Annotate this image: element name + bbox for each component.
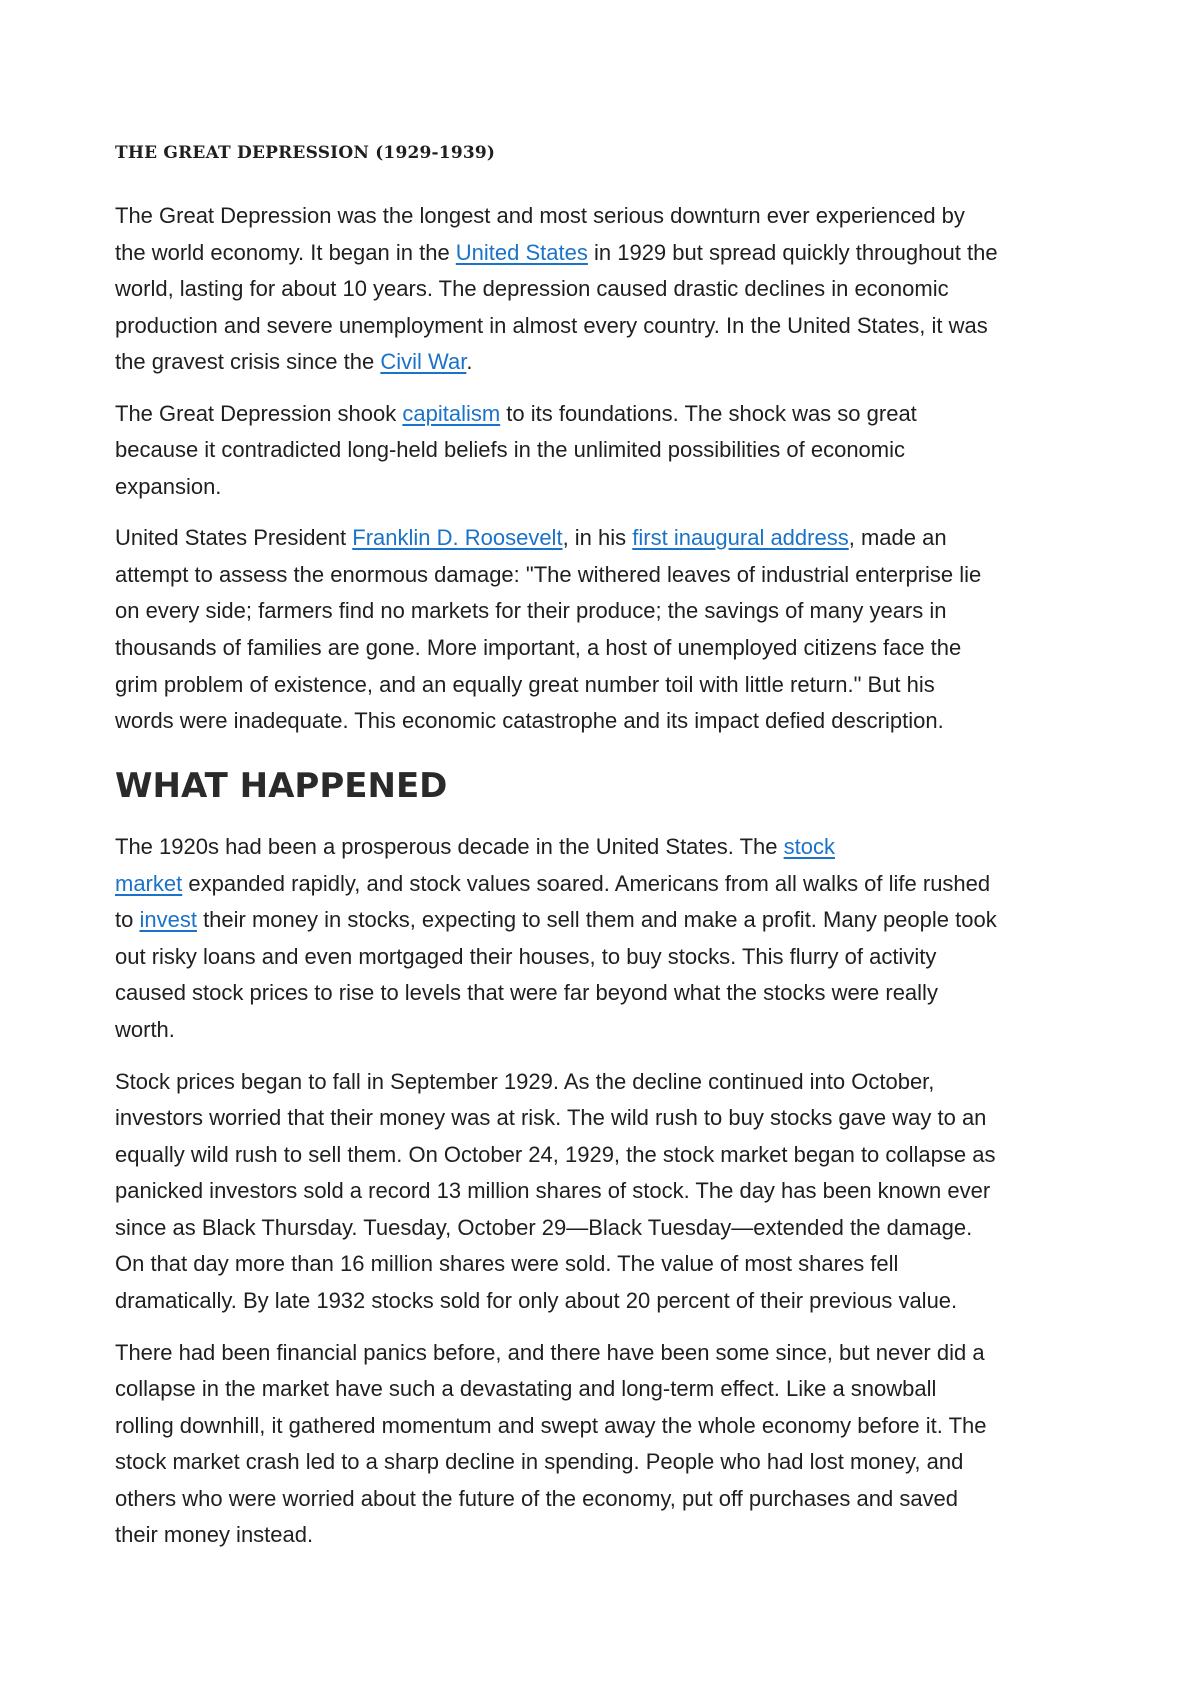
text-span: expansion. [115, 474, 222, 499]
text-span: The Great Depression shook [115, 401, 403, 426]
text-span: since as Black Thursday. Tuesday, October 29—Black Tuesday—extended the damage. [115, 1215, 973, 1240]
text-span: , in his [562, 525, 633, 550]
text-span: production and severe unemployment in almost every country. In the United States, it was [115, 313, 988, 338]
text-span: rolling downhill, it gathered momentum and swept away the whole economy before it. The [115, 1413, 987, 1438]
text-span: dramatically. By late 1932 stocks sold for only about 20 percent of their previous value. [115, 1288, 958, 1313]
paragraph-6-line-2 [115, 1371, 936, 1407]
text-span: in 1929 but spread quickly throughout the [587, 240, 998, 265]
paragraph-5-line-4 [115, 1173, 990, 1209]
paragraph-2-line-2 [115, 432, 905, 468]
paragraph-2-line-1 [115, 396, 917, 432]
paragraph-1-line-4 [115, 308, 988, 344]
paragraph-3-line-6 [115, 703, 944, 739]
link-first-inaugural-address[interactable]: first inaugural address [632, 525, 849, 550]
text-span: grim problem of existence, and an equally great number toil with little return." But his [115, 672, 935, 697]
text-span: There had been financial panics before, and there have been some since, but never did a [115, 1340, 985, 1365]
paragraph-5-line-2 [115, 1100, 986, 1136]
paragraph-4-line-1 [115, 829, 835, 865]
paragraph-3-line-2 [115, 557, 981, 593]
paragraph-5-line-3 [115, 1137, 995, 1173]
text-span: caused stock prices to rise to levels that were far beyond what the stocks were really [115, 980, 938, 1005]
link-stock[interactable]: stock [783, 834, 835, 859]
paragraph-1-line-2 [115, 235, 998, 271]
text-span: investors worried that their money was at risk. The wild rush to buy stocks gave way to an [115, 1105, 987, 1130]
paragraph-3-line-4 [115, 630, 961, 666]
paragraph-6-line-4 [115, 1444, 963, 1480]
paragraph-5-line-6 [115, 1246, 898, 1282]
paragraph-1-line-3 [115, 271, 949, 307]
paragraph-4-line-5 [115, 975, 938, 1011]
section-heading: WHAT HAPPENED [115, 766, 448, 806]
text-span: , made an [848, 525, 947, 550]
link-franklin-roosevelt[interactable]: Franklin D. Roosevelt [352, 525, 563, 550]
text-span: Stock prices began to fall in September 1929. As the decline continued into October, [115, 1069, 935, 1094]
text-span: the world economy. It began in the [115, 240, 456, 265]
text-span: their money in stocks, expecting to sell them and make a profit. Many people took [196, 907, 997, 932]
text-span: stock market crash led to a sharp decline in spending. People who had lost money, and [115, 1449, 964, 1474]
text-span: United States President [115, 525, 353, 550]
text-span: panicked investors sold a record 13 million shares of stock. The day has been known ever [115, 1178, 991, 1203]
text-span: . [466, 349, 473, 374]
link-capitalism[interactable]: capitalism [402, 401, 501, 426]
text-span: to [115, 907, 140, 932]
text-span: their money instead. [115, 1522, 314, 1547]
text-span: words were inadequate. This economic catastrophe and its impact defied description. [115, 708, 944, 733]
text-span: to its foundations. The shock was so great [500, 401, 917, 426]
paragraph-4-line-6 [115, 1012, 175, 1048]
text-span: out risky loans and even mortgaged their houses, to buy stocks. This flurry of activity [115, 944, 937, 969]
paragraph-5-line-7 [115, 1283, 957, 1319]
paragraph-3-line-5 [115, 667, 935, 703]
text-span: The Great Depression was the longest and most serious downturn ever experienced by [115, 203, 965, 228]
link-invest[interactable]: invest [139, 907, 197, 932]
text-span: On that day more than 16 million shares were sold. The value of most shares fell [115, 1251, 899, 1276]
text-span: The 1920s had been a prosperous decade in the United States. The [115, 834, 784, 859]
paragraph-1-line-5 [115, 344, 472, 380]
paragraph-4-line-3 [115, 902, 997, 938]
text-span: attempt to assess the enormous damage: "The withered leaves of industrial enterprise lie [115, 562, 982, 587]
text-span: world, lasting for about 10 years. The depression caused drastic declines in economic [115, 276, 949, 301]
text-span: collapse in the market have such a devastating and long-term effect. Like a snowball [115, 1376, 937, 1401]
text-span: equally wild rush to sell them. On October 24, 1929, the stock market began to collapse as [115, 1142, 996, 1167]
paragraph-3-line-1 [115, 520, 947, 556]
text-span: others who were worried about the future of the economy, put off purchases and saved [115, 1486, 959, 1511]
text-span: expanded rapidly, and stock values soared. Americans from all walks of life rushed [182, 871, 991, 896]
paragraph-6-line-1 [115, 1335, 985, 1371]
document-title: THE GREAT DEPRESSION (1929-1939) [115, 143, 496, 163]
paragraph-1-line-1 [115, 198, 965, 234]
paragraph-6-line-3 [115, 1408, 987, 1444]
paragraph-6-line-5 [115, 1481, 958, 1517]
text-span: because it contradicted long-held beliefs in the unlimited possibilities of economic [115, 437, 906, 462]
link-civil-war[interactable]: Civil War [380, 349, 467, 374]
text-span: the gravest crisis since the [115, 349, 381, 374]
link-united-states[interactable]: United States [455, 240, 588, 265]
paragraph-4-line-2 [115, 866, 990, 902]
link-market[interactable]: market [115, 871, 183, 896]
paragraph-2-line-3 [115, 469, 221, 505]
text-span: thousands of families are gone. More important, a host of unemployed citizens face the [115, 635, 962, 660]
paragraph-5-line-1 [115, 1064, 934, 1100]
text-span: worth. [115, 1017, 175, 1042]
paragraph-6-line-6 [115, 1517, 313, 1553]
paragraph-5-line-5 [115, 1210, 972, 1246]
paragraph-3-line-3 [115, 593, 947, 629]
text-span: on every side; farmers find no markets for their produce; the savings of many years in [115, 598, 947, 623]
paragraph-4-line-4 [115, 939, 936, 975]
